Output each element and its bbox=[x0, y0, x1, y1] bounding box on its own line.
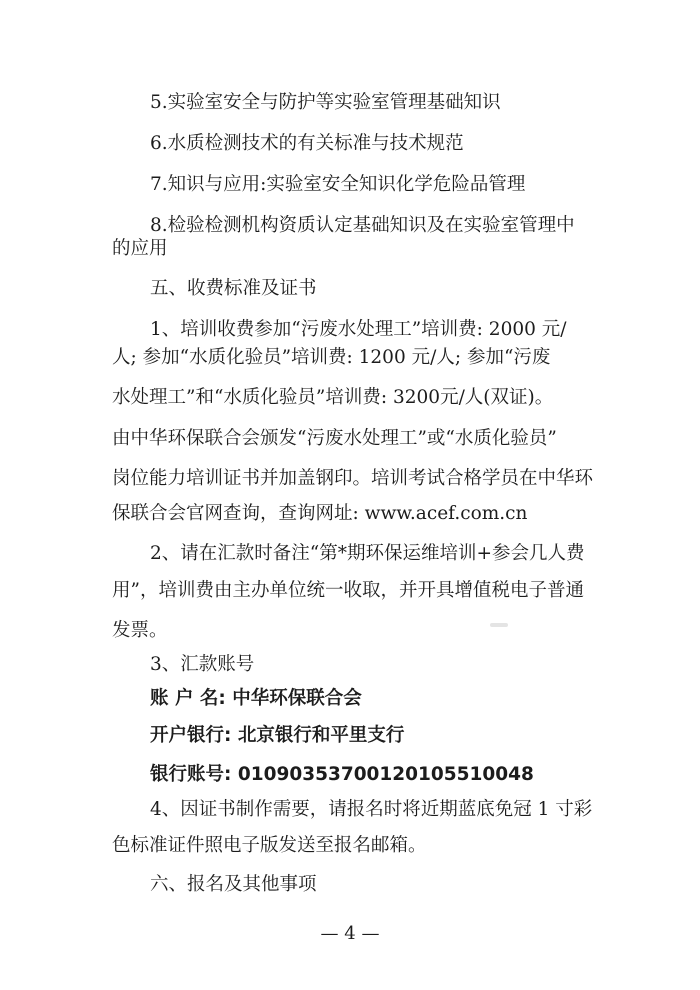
account-number: 银行账号: 01090353700120105510048 bbox=[150, 764, 534, 785]
account-bank: 开户银行: 北京银行和平里支行 bbox=[150, 725, 405, 746]
remit-note-line-2: 用”，培训费由主办单位统一收取，并开具增值税电子普通 bbox=[112, 580, 584, 601]
scan-smudge bbox=[490, 623, 508, 627]
list-item-7: 7.知识与应用:实验室安全知识化学危险品管理 bbox=[150, 174, 526, 195]
section-6-heading: 六、报名及其他事项 bbox=[150, 874, 317, 895]
list-item-5: 5.实验室安全与防护等实验室管理基础知识 bbox=[150, 92, 501, 113]
list-item-6: 6.水质检测技术的有关标准与技术规范 bbox=[150, 133, 464, 154]
section-5-heading: 五、收费标准及证书 bbox=[150, 278, 317, 299]
remit-note-line-3: 发票。 bbox=[112, 620, 168, 641]
fee-paragraph-line-1: 1、培训收费参加“污废水处理工”培训费: 2000 元/ bbox=[150, 319, 567, 340]
list-item-8-line-1: 8.检验检测机构资质认定基础知识及在实验室管理中 bbox=[150, 215, 575, 236]
fee-paragraph-line-3: 水处理工”和“水质化验员”培训费: 3200元/人(双证)。 bbox=[112, 387, 554, 408]
fee-paragraph-line-5: 岗位能力培训证书并加盖钢印。培训考试合格学员在中华环 bbox=[112, 468, 594, 489]
list-item-8-line-2: 的应用 bbox=[112, 238, 168, 259]
remit-note-line-1: 2、请在汇款时备注“第*期环保运维培训+参会几人费 bbox=[150, 543, 585, 564]
photo-note-line-1: 4、因证书制作需要，请报名时将近期蓝底免冠 1 寸彩 bbox=[150, 799, 593, 820]
photo-note-line-2: 色标准证件照电子版发送至报名邮箱。 bbox=[112, 835, 427, 856]
account-heading: 3、汇款账号 bbox=[150, 654, 255, 675]
fee-paragraph-line-2: 人; 参加“水质化验员”培训费: 1200 元/人; 参加“污废 bbox=[112, 347, 551, 368]
fee-paragraph-line-4: 由中华环保联合会颁发“污废水处理工”或“水质化验员” bbox=[112, 428, 557, 449]
account-name: 账 户 名: 中华环保联合会 bbox=[150, 688, 362, 709]
fee-paragraph-line-6: 保联合会官网查询，查询网址: www.acef.com.cn bbox=[112, 503, 528, 524]
page-number: — 4 — bbox=[320, 923, 380, 944]
